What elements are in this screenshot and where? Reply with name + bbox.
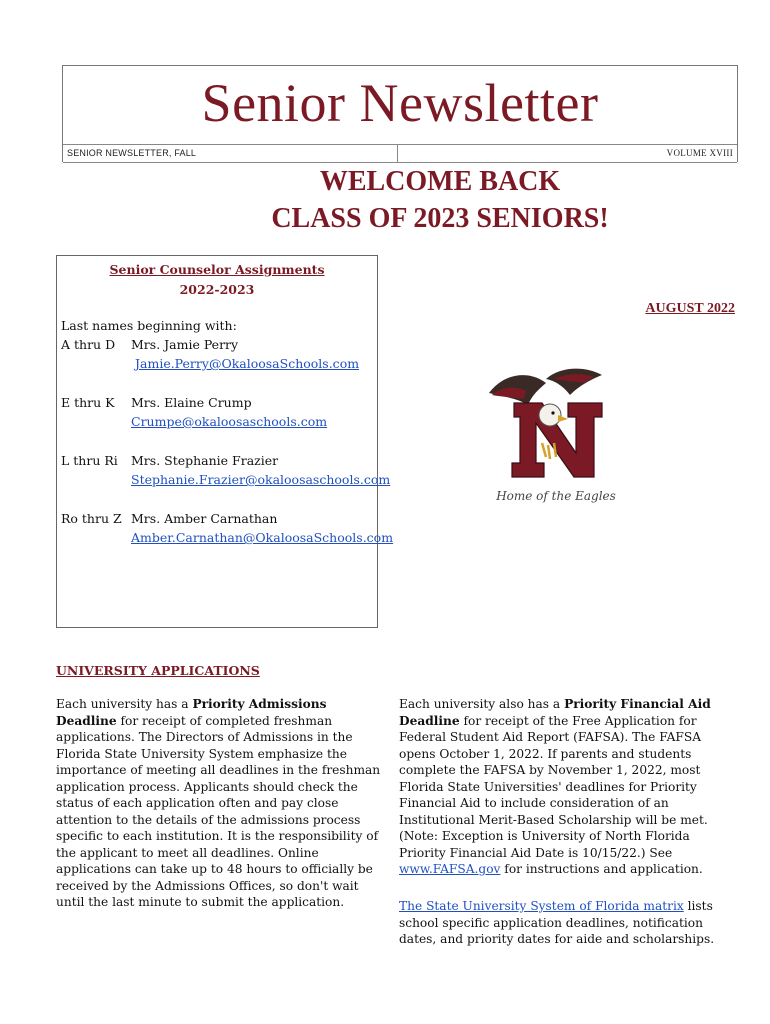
counselor-box-title: Senior Counselor Assignments — [109, 262, 325, 277]
counselor-row — [61, 509, 394, 549]
masthead-divider — [397, 145, 398, 162]
counselor-email-link[interactable]: Stephanie.Frazier@okaloosaschools.com — [131, 472, 391, 487]
matrix-paragraph — [399, 898, 739, 948]
counselor-range: A thru D — [61, 337, 116, 352]
headline-line-1: WELCOME BACK — [319, 166, 561, 197]
paragraph-intro: Each university also has a — [399, 697, 565, 711]
counselor-box-years: 2022-2023 — [179, 282, 255, 297]
newsletter-date: AUGUST 2022 — [645, 301, 735, 316]
counselor-row — [61, 451, 391, 491]
eagle-beak-icon — [558, 415, 568, 422]
counselor-box-intro: Last names beginning with: — [61, 318, 237, 333]
counselor-range: L thru Ri — [61, 453, 118, 468]
headline-line-2: CLASS OF 2023 SENIORS! — [271, 203, 609, 234]
counselor-name: Mrs. Elaine Crump — [131, 395, 252, 410]
financial-aid-paragraph — [399, 696, 739, 878]
newsletter-title: Senior Newsletter — [201, 73, 599, 133]
eagles-logo — [484, 365, 629, 515]
university-applications-heading: UNIVERSITY APPLICATIONS — [56, 663, 260, 678]
edition-label: SENIOR NEWSLETTER, FALL — [67, 148, 197, 158]
eagle-head-icon — [539, 404, 561, 426]
priority-admissions-paragraph — [56, 696, 386, 911]
logo-tagline: Home of the Eagles — [496, 489, 616, 503]
counselor-email-link[interactable]: Jamie.Perry@OkaloosaSchools.com — [135, 356, 360, 371]
counselor-range: E thru K — [61, 395, 115, 410]
counselor-email-link[interactable]: Crumpe@okaloosaschools.com — [131, 414, 328, 429]
counselor-row — [61, 393, 377, 433]
paragraph-body: for receipt of completed freshman applications. The Directors of Admissions in the Florida State University System emphasize the importance of meeting all deadlines in the freshman application process. Applicants should check the status of each application often and pay close attention to the details of the admissions process specific to each institution. It is the responsibility of the applicant to meet all deadlines. Online applications can take up to 48 hours to officially be received by the Admissions Offices, so don't wait until the last minute to submit the application. — [56, 713, 381, 909]
masthead-bar — [63, 144, 737, 163]
masthead — [62, 65, 738, 162]
paragraph-bold-term: Priority Admissions Deadline — [56, 697, 327, 728]
sus-matrix-link[interactable]: The State University System of Florida matrix — [399, 899, 684, 913]
counselor-name: Mrs. Jamie Perry — [131, 337, 239, 352]
eagle-right-wing-icon — [546, 369, 602, 395]
paragraph-intro: Each university has a — [56, 697, 193, 711]
paragraph-body: lists school specific application deadlines, notification dates, and priority dates for aide and scholarships. — [399, 899, 715, 946]
paragraph-bold-term: Priority Financial Aid Deadline — [399, 697, 711, 728]
counselor-range: Ro thru Z — [61, 511, 122, 526]
eagle-talons-icon — [542, 443, 556, 459]
counselor-row — [61, 335, 377, 375]
fafsa-link[interactable]: www.FAFSA.gov — [399, 862, 501, 876]
paragraph-tail: for instructions and application. — [500, 862, 703, 876]
counselor-name: Mrs. Amber Carnathan — [131, 511, 278, 526]
volume-label: VOLUME XVIII — [666, 148, 733, 158]
counselor-email-link[interactable]: Amber.Carnathan@OkaloosaSchools.com — [131, 530, 394, 545]
counselor-name: Mrs. Stephanie Frazier — [131, 453, 279, 468]
counselor-assignments-box — [56, 255, 394, 628]
paragraph-body: for receipt of the Free Application for Federal Student Aid Report (FAFSA). The FAFSA opens October 1, 2022. If parents and students complete the FAFSA by November 1, 2022, most Florida State Universities' deadlines for Priority Financial Aid to include consideration of an Institutional Merit-Based Scholarship will be met. (Note: Exception is University of North Florida Priority Financial Aid Date is 10/15/22.) See — [399, 713, 708, 860]
